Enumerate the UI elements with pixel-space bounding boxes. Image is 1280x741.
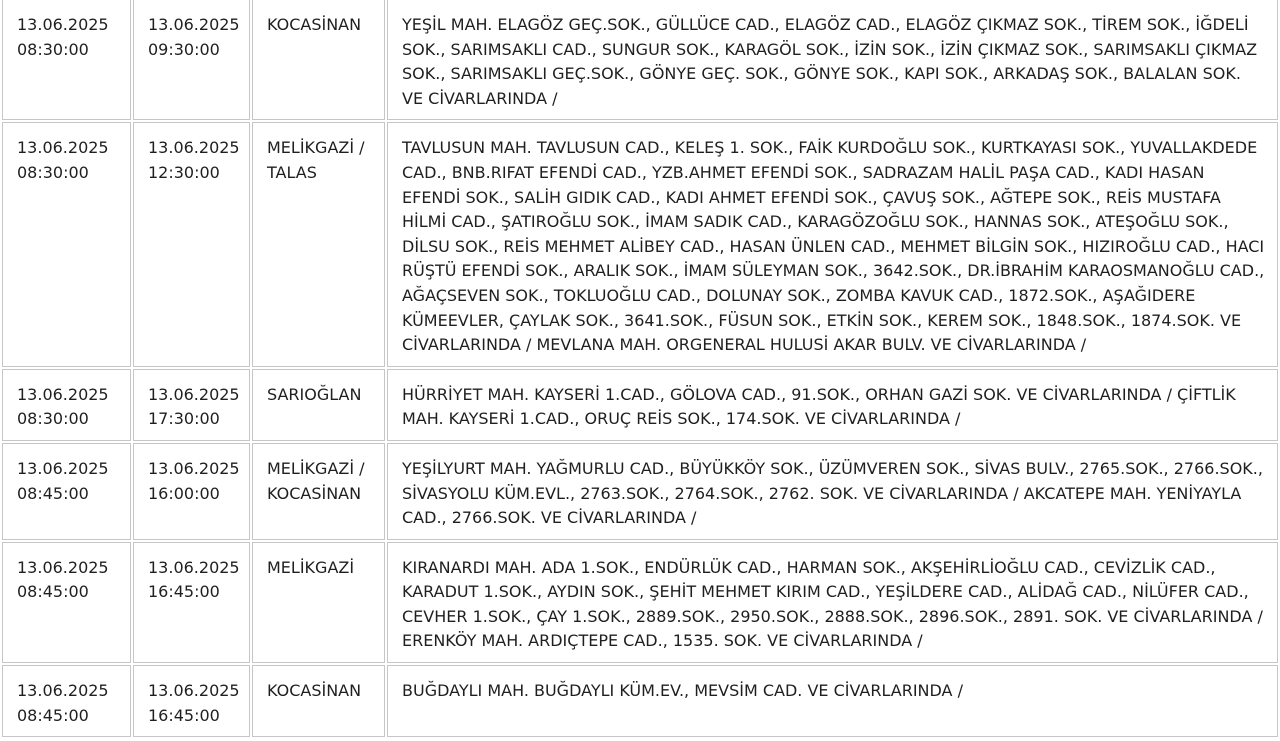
- end-datetime-cell: [133, 369, 250, 441]
- district-cell: [252, 122, 385, 366]
- end-datetime-cell: [133, 665, 250, 737]
- table-row: [2, 542, 1278, 663]
- end-date: 13.06.2025: [148, 557, 240, 577]
- end-date: 13.06.2025: [148, 384, 240, 404]
- district-name: KOCASİNAN: [267, 15, 362, 34]
- table-row: [2, 665, 1278, 737]
- start-time: 08:30:00: [17, 39, 89, 59]
- streets-cell: YEŞİLYURT MAH. YAĞMURLU CAD., BÜYÜKKÖY SOK., ÜZÜMVEREN SOK., SİVAS BULV., 2765.SOK., 2766.SOK., SİVASYOLU KÜM.EVL., 2763.SOK., 2764.SOK., 2762. SOK. VE CİVARLARINDA / AKCATEPE MAH. YENİYAYLA CAD., 2766.SOK. VE CİVARLARINDA /: [387, 443, 1278, 540]
- start-datetime-cell: [2, 122, 131, 366]
- end-time: 16:00:00: [148, 483, 220, 503]
- district-name: KOCASİNAN: [267, 681, 362, 701]
- start-time: 08:30:00: [17, 409, 89, 429]
- start-date: 13.06.2025: [17, 138, 109, 158]
- district-name: MELİKGAZİ /: [267, 458, 365, 478]
- streets-cell: BUĞDAYLI MAH. BUĞDAYLI KÜM.EV., MEVSİM CAD. VE CİVARLARINDA /: [387, 665, 1278, 737]
- table-row: [2, 0, 1278, 120]
- start-date: 13.06.2025: [17, 557, 109, 577]
- end-time: 09:30:00: [148, 39, 220, 59]
- end-datetime-cell: [133, 443, 250, 540]
- start-time: 08:45:00: [17, 705, 89, 725]
- district-cell: [252, 443, 385, 540]
- table-row: [2, 443, 1278, 540]
- end-datetime-cell: [133, 122, 250, 366]
- end-time: 16:45:00: [148, 705, 220, 725]
- end-date: 13.06.2025: [148, 15, 240, 34]
- streets-cell: YEŞİL MAH. ELAGÖZ GEÇ.SOK., GÜLLÜCE CAD., ELAGÖZ CAD., ELAGÖZ ÇIKMAZ SOK., TİREM SOK., İĞDELİ SOK., SARIMSAKLI CAD., SUNGUR SOK., KARAGÖL SOK., İZİN SOK., İZİN ÇIKMAZ SOK., SARIMSAKLI ÇIKMAZ SOK., SARIMSAKLI GEÇ.SOK., GÖNYE GEÇ. SOK., GÖNYE SOK., KAPI SOK., ARKADAŞ SOK., BALALAN SOK. VE CİVARLARINDA /: [387, 0, 1278, 120]
- start-time: 08:45:00: [17, 582, 89, 602]
- district-name: SARIOĞLAN: [267, 384, 362, 404]
- end-date: 13.06.2025: [148, 138, 240, 158]
- district-cell: [252, 0, 385, 120]
- end-date: 13.06.2025: [148, 681, 240, 701]
- table-row: [2, 122, 1278, 366]
- streets-cell: KIRANARDI MAH. ADA 1.SOK., ENDÜRLÜK CAD., HARMAN SOK., AKŞEHİRLİOĞLU CAD., CEVİZLİK CAD., KARADUT 1.SOK., AYDIN SOK., ŞEHİT MEHMET KIRIM CAD., YEŞİLDERE CAD., ALİDAĞ CAD., NİLÜFER CAD., CEVHER 1.SOK., ÇAY 1.SOK., 2889.SOK., 2950.SOK., 2888.SOK., 2896.SOK., 2891. SOK. VE CİVARLARINDA / ERENKÖY MAH. ARDIÇTEPE CAD., 1535. SOK. VE CİVARLARINDA /: [387, 542, 1278, 663]
- end-time: 12:30:00: [148, 162, 220, 182]
- start-date: 13.06.2025: [17, 384, 109, 404]
- start-datetime-cell: [2, 443, 131, 540]
- district-name: MELİKGAZİ: [267, 557, 355, 577]
- streets-cell: TAVLUSUN MAH. TAVLUSUN CAD., KELEŞ 1. SOK., FAİK KURDOĞLU SOK., KURTKAYASI SOK., YUVALLAKDEDE CAD., BNB.RIFAT EFENDİ CAD., YZB.AHMET EFENDİ SOK., SADRAZAM HALİL PAŞA CAD., KADI HASAN EFENDİ SOK., SALİH GIDIK CAD., KADI AHMET EFENDİ SOK., ÇAVUŞ SOK., AĞTEPE SOK., REİS MUSTAFA HİLMİ CAD., ŞATIROĞLU SOK., İMAM SADIK CAD., KARAGÖZOĞLU SOK., HANNAS SOK., ATEŞOĞLU SOK., DİLSU SOK., REİS MEHMET ALİBEY CAD., HASAN ÜNLEN CAD., MEHMET BİLGİN SOK., HIZIROĞLU CAD., HACI RÜŞTÜ EFENDİ SOK., ARALIK SOK., İMAM SÜLEYMAN SOK., 3642.SOK., DR.İBRAHİM KARAOSMANOĞLU CAD., AĞAÇSEVEN SOK., TOKLUOĞLU CAD., DOLUNAY SOK., ZOMBA KAVUK CAD., 1872.SOK., AŞAĞIDERE KÜMEEVLER, ÇAYLAK SOK., 3641.SOK., FÜSUN SOK., ETKİN SOK., KEREM SOK., 1848.SOK., 1874.SOK. VE CİVARLARINDA / MEVLANA MAH. ORGENERAL HULUSİ AKAR BULV. VE CİVARLARINDA /: [387, 122, 1278, 366]
- district-cell: [252, 369, 385, 441]
- start-time: 08:30:00: [17, 162, 89, 182]
- start-date: 13.06.2025: [17, 458, 109, 478]
- district-name: MELİKGAZİ /: [267, 138, 365, 158]
- start-datetime-cell: [2, 665, 131, 737]
- start-datetime-cell: [2, 0, 131, 120]
- district-cell: [252, 542, 385, 663]
- table-row: [2, 369, 1278, 441]
- end-time: 16:45:00: [148, 582, 220, 602]
- start-time: 08:45:00: [17, 483, 89, 503]
- end-time: 17:30:00: [148, 409, 220, 429]
- end-datetime-cell: [133, 0, 250, 120]
- district-cell: [252, 665, 385, 737]
- start-datetime-cell: [2, 542, 131, 663]
- start-date: 13.06.2025: [17, 681, 109, 701]
- end-date: 13.06.2025: [148, 458, 240, 478]
- district-name: KOCASİNAN: [267, 483, 362, 503]
- streets-cell: HÜRRİYET MAH. KAYSERİ 1.CAD., GÖLOVA CAD., 91.SOK., ORHAN GAZİ SOK. VE CİVARLARINDA / ÇİFTLİK MAH. KAYSERİ 1.CAD., ORUÇ REİS SOK., 174.SOK. VE CİVARLARINDA /: [387, 369, 1278, 441]
- end-datetime-cell: [133, 542, 250, 663]
- district-name: TALAS: [267, 162, 317, 182]
- start-datetime-cell: [2, 369, 131, 441]
- start-date: 13.06.2025: [17, 15, 109, 34]
